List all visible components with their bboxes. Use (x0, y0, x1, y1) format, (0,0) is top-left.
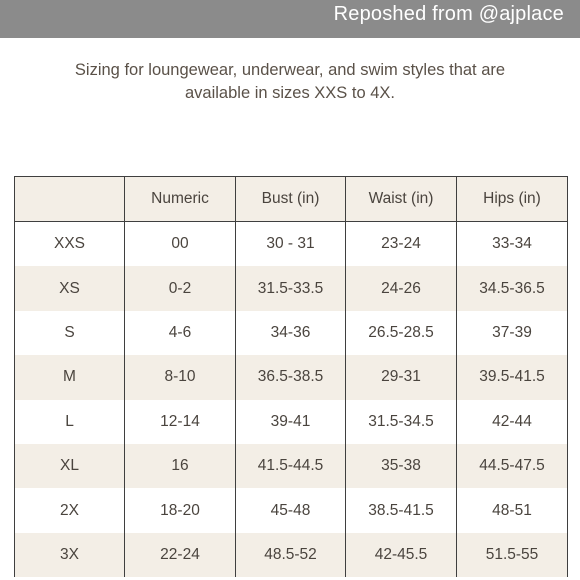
header-bust: Bust (in) (236, 177, 346, 222)
numeric-cell: 18-20 (125, 488, 236, 532)
numeric-cell: 8-10 (125, 355, 236, 399)
bust-cell: 48.5-52 (236, 533, 346, 577)
waist-cell: 23-24 (346, 222, 457, 267)
table-row (15, 311, 568, 355)
waist-cell: 26.5-28.5 (346, 311, 457, 355)
size-cell: 2X (15, 488, 125, 532)
hips-cell: 44.5-47.5 (457, 444, 568, 488)
hips-cell: 37-39 (457, 311, 568, 355)
size-chart-table (14, 176, 568, 577)
table-row (15, 533, 568, 577)
size-cell: S (15, 311, 125, 355)
hips-cell: 33-34 (457, 222, 568, 267)
header-numeric: Numeric (125, 177, 236, 222)
header-waist: Waist (in) (346, 177, 457, 222)
size-cell: M (15, 355, 125, 399)
table-row (15, 222, 568, 267)
waist-cell: 42-45.5 (346, 533, 457, 577)
numeric-cell: 12-14 (125, 400, 236, 444)
header-size-label (15, 177, 125, 222)
waist-cell: 38.5-41.5 (346, 488, 457, 532)
repost-banner (0, 0, 580, 38)
numeric-cell: 22-24 (125, 533, 236, 577)
table-row (15, 488, 568, 532)
hips-cell: 34.5-36.5 (457, 266, 568, 310)
repost-attribution: Reposhed from @ajplace (333, 3, 564, 25)
size-cell: 3X (15, 533, 125, 577)
table-row (15, 400, 568, 444)
hips-cell: 51.5-55 (457, 533, 568, 577)
size-cell: XS (15, 266, 125, 310)
size-cell: XL (15, 444, 125, 488)
numeric-cell: 00 (125, 222, 236, 267)
numeric-cell: 16 (125, 444, 236, 488)
bust-cell: 34-36 (236, 311, 346, 355)
hips-cell: 42-44 (457, 400, 568, 444)
bust-cell: 36.5-38.5 (236, 355, 346, 399)
header-hips: Hips (in) (457, 177, 568, 222)
size-cell: L (15, 400, 125, 444)
waist-cell: 24-26 (346, 266, 457, 310)
table-row (15, 444, 568, 488)
bust-cell: 39-41 (236, 400, 346, 444)
bust-cell: 41.5-44.5 (236, 444, 346, 488)
sizing-description-line-2: available in sizes XXS to 4X. (184, 84, 396, 102)
hips-cell: 48-51 (457, 488, 568, 532)
hips-cell: 39.5-41.5 (457, 355, 568, 399)
bust-cell: 45-48 (236, 488, 346, 532)
table-header-row (15, 177, 568, 222)
bust-cell: 30 - 31 (236, 222, 346, 267)
numeric-cell: 4-6 (125, 311, 236, 355)
waist-cell: 29-31 (346, 355, 457, 399)
sizing-description (20, 59, 560, 105)
size-cell: XXS (15, 222, 125, 267)
table-row (15, 355, 568, 399)
table-row (15, 266, 568, 310)
numeric-cell: 0-2 (125, 266, 236, 310)
waist-cell: 31.5-34.5 (346, 400, 457, 444)
bust-cell: 31.5-33.5 (236, 266, 346, 310)
waist-cell: 35-38 (346, 444, 457, 488)
sizing-description-line-1: Sizing for loungewear, underwear, and swim styles that are (74, 61, 506, 79)
